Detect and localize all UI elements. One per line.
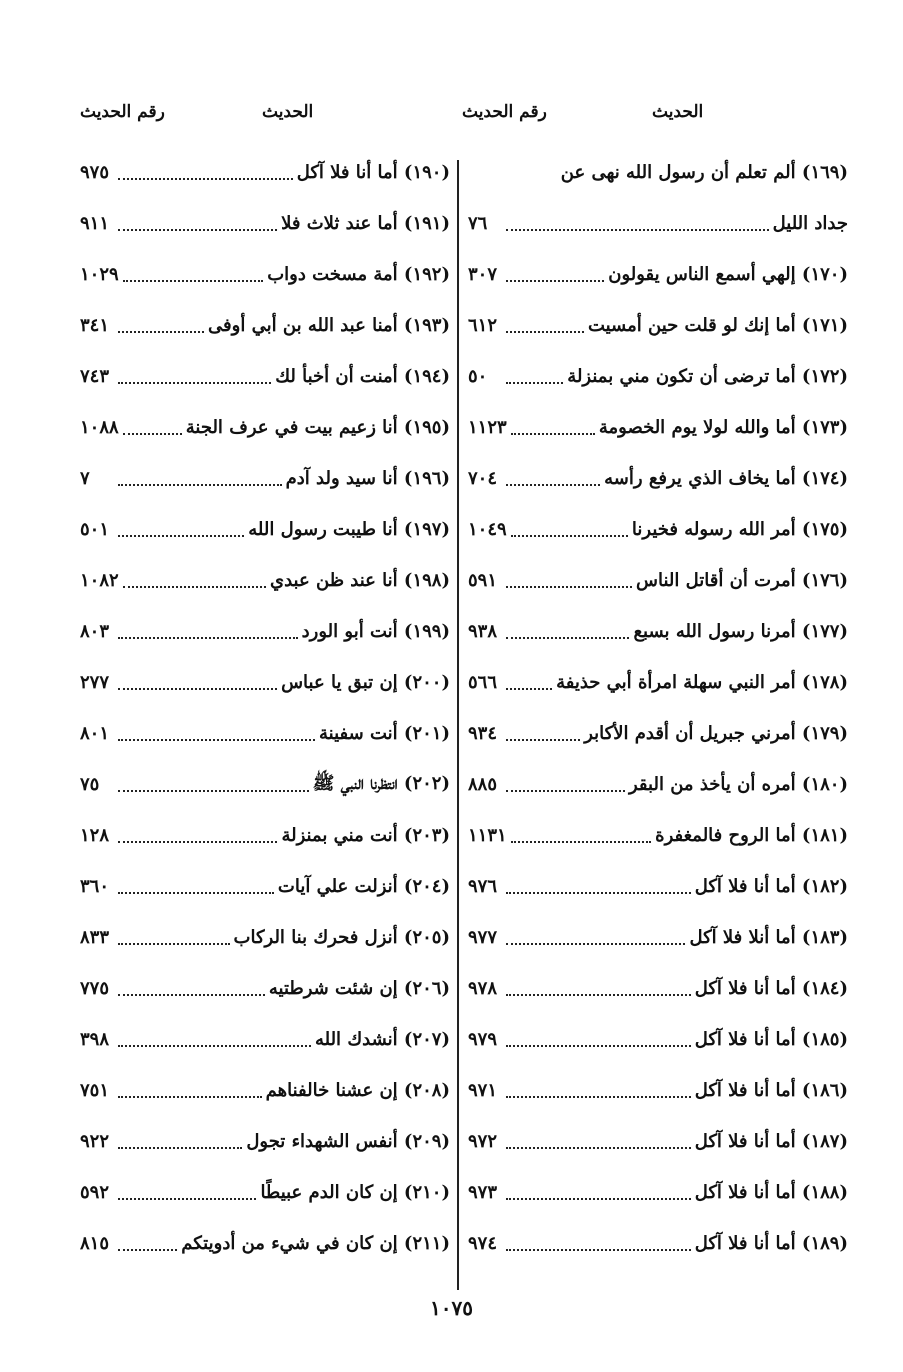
dot-leader [118, 790, 309, 792]
dot-leader [118, 229, 277, 231]
entry-text: (٢١٠) إن كان الدم عبيطًا [260, 1182, 450, 1203]
dot-leader [506, 586, 632, 588]
entry-text: (١٨٣) أما أنلا فلا آكل [689, 927, 848, 948]
entry-text: (١٧٤) أما يخاف الذي يرفع رأسه [604, 468, 848, 489]
index-entry [80, 504, 450, 555]
entry-text: (١٩٤) أمنت أن أخبأ لك [275, 366, 450, 387]
entry-number: ٥٦٦ [468, 672, 498, 693]
index-entry [80, 249, 450, 300]
index-entry [468, 963, 848, 1014]
entry-number: ١١٣١ [468, 825, 507, 846]
entry-text: (١٧٠) إلهي أسمع الناس يقولون [608, 264, 848, 285]
right-hadith-header: الحديث [652, 102, 704, 122]
entry-number: ٧ [80, 468, 90, 489]
entry-text: (١٩٨) أنا عند ظن عبدي [270, 570, 450, 591]
index-entry [80, 606, 450, 657]
entry-text: (١٨٢) أما أنا فلا آكل [694, 876, 848, 897]
index-entry [80, 1116, 450, 1167]
entry-text: (١٩٢) أمة مسخت دواب [267, 264, 450, 285]
index-entry [80, 708, 450, 759]
entry-number: ٩٧٦ [468, 876, 498, 897]
index-entry [80, 861, 450, 912]
dot-leader [118, 1198, 256, 1200]
entry-text: (١٧٧) أمرنا رسول الله بسبع [633, 621, 848, 642]
dot-leader [506, 1249, 691, 1251]
entry-number: ٩٢٢ [80, 1131, 110, 1152]
dot-leader [118, 841, 277, 843]
entry-text: (١٨٩) أما أنا فلا آكل [694, 1233, 848, 1254]
index-entry [80, 1218, 450, 1269]
entry-number: ٩٧٣ [468, 1182, 498, 1203]
index-entry [468, 555, 848, 606]
entry-text: (١٨١) أما الروح فالمغفرة [655, 825, 848, 846]
entry-number: ٥٠١ [80, 519, 110, 540]
dot-leader [118, 943, 230, 945]
entry-text: (١٧٩) أمرني جبريل أن أقدم الأكابر [584, 723, 848, 744]
entry-number: ٨١٥ [80, 1233, 110, 1254]
entry-text: (١٧٦) أمرت أن أقاتل الناس [636, 570, 848, 591]
entry-text: (١٨٨) أما أنا فلا آكل [694, 1182, 848, 1203]
index-entry [80, 555, 450, 606]
entry-number: ٨٨٥ [468, 774, 498, 795]
entry-text: (١٧٣) أما والله لولا يوم الخصومة [598, 417, 848, 438]
dot-leader [123, 586, 266, 588]
entry-number: ٧٧٥ [80, 978, 110, 999]
entry-text-line1: (١٦٩) ألم تعلم أن رسول الله نهى عن [560, 162, 848, 183]
entry-number: ٥٠ [468, 366, 488, 387]
entry-text: (٢٠٢) انتظرنا النبي ﷺ [312, 772, 450, 794]
dot-leader [506, 892, 691, 894]
dot-leader [118, 1096, 262, 1098]
entry-text: (٢٠٣) أنت مني بمنزلة [281, 825, 450, 846]
entry-number: ٧٠٤ [468, 468, 498, 489]
column-divider [457, 160, 459, 1290]
dot-leader [118, 1147, 242, 1149]
left-hadith-header: الحديث [262, 102, 314, 122]
index-entry [80, 1167, 450, 1218]
index-entry [468, 708, 848, 759]
entry-number: ٩١١ [80, 213, 110, 234]
entry-number: ٧٤٣ [80, 366, 110, 387]
index-entry [80, 657, 450, 708]
entry-number: ٥٩١ [468, 570, 498, 591]
dot-leader [506, 739, 580, 741]
entry-number: ٣٩٨ [80, 1029, 110, 1050]
entry-text: (١٩٩) أنت أبو الورد [301, 621, 450, 642]
entry-number: ٦١٢ [468, 315, 498, 336]
dot-leader [118, 994, 265, 996]
dot-leader [511, 841, 651, 843]
entry-number: ٨٠٣ [80, 621, 110, 642]
entry-number: ١١٢٣ [468, 417, 507, 438]
index-entry [468, 1167, 848, 1218]
entry-number: ٣٦٠ [80, 876, 110, 897]
dot-leader [506, 1198, 691, 1200]
entry-number: ٩٣٨ [468, 621, 498, 642]
entry-number: ٣٠٧ [468, 264, 498, 285]
dot-leader [118, 739, 315, 741]
entry-text: (١٨٤) أما أنا فلا آكل [694, 978, 848, 999]
dot-leader [506, 280, 604, 282]
entry-number: ١٠٢٩ [80, 264, 119, 285]
entry-text: (١٧٢) أما ترضى أن تكون مني بمنزلة [567, 366, 848, 387]
entry-number: ١٠٨٨ [80, 417, 119, 438]
right-column [468, 147, 848, 1269]
entry-text: (٢٠١) أنت سفينة [319, 723, 450, 744]
entry-text: (١٩٥) أنا زعيم بيت في عرف الجنة [185, 417, 450, 438]
entry-text: (١٩٧) أنا طيبت رسول الله [248, 519, 450, 540]
index-entry [80, 759, 450, 810]
dot-leader [511, 535, 628, 537]
index-entry [80, 402, 450, 453]
entry-number: ٧٥ [80, 774, 100, 795]
dot-leader [118, 637, 298, 639]
entry-number: ٨٣٣ [80, 927, 110, 948]
dot-leader [511, 433, 595, 435]
entry-number: ٩٣٤ [468, 723, 498, 744]
entry-number: ٩٧٧ [468, 927, 498, 948]
entry-number: ٧٥١ [80, 1080, 110, 1101]
entry-number: ٩٧٢ [468, 1131, 498, 1152]
entry-text: (٢٠٤) أنزلت علي آيات [277, 876, 450, 897]
entry-number: ٧٦ [468, 213, 488, 234]
entry-number: ٨٠١ [80, 723, 110, 744]
right-number-header: رقم الحديث [462, 102, 547, 122]
dot-leader [506, 637, 629, 639]
entry-number: ٩٧٨ [468, 978, 498, 999]
entry-number: ٩٧٩ [468, 1029, 498, 1050]
index-entry [468, 759, 848, 810]
dot-leader [506, 688, 552, 690]
index-entry [80, 810, 450, 861]
dot-leader [118, 331, 204, 333]
index-entry [80, 1014, 450, 1065]
entry-text: (٢٠٥) أنزل فحرك بنا الركاب [233, 927, 450, 948]
index-entry [80, 1065, 450, 1116]
entry-text: (١٧١) أما إنك لو قلت حين أمسيت [587, 315, 848, 336]
dot-leader [123, 433, 182, 435]
dot-leader [118, 178, 293, 180]
dot-leader [118, 1045, 311, 1047]
dot-leader [118, 1249, 177, 1251]
index-entry [468, 606, 848, 657]
entry-text: (١٨٥) أما أنا فلا آكل [694, 1029, 848, 1050]
left-number-header: رقم الحديث [80, 102, 165, 122]
entry-text: (٢١١) إن كان في شيء من أدويتكم [181, 1233, 450, 1254]
index-entry [80, 912, 450, 963]
index-entry [468, 504, 848, 555]
index-entry [80, 963, 450, 1014]
entry-text: (١٧٥) أمر الله رسوله فخيرنا [631, 519, 848, 540]
entry-text: (١٩٣) أمنا عبد الله بن أبي أوفى [208, 315, 450, 336]
entry-text: (٢٠٩) أنفس الشهداء تجول [246, 1131, 450, 1152]
entry-text: (١٩٦) أنا سيد ولد آدم [285, 468, 450, 489]
entry-text: (١٨٧) أما أنا فلا آكل [694, 1131, 848, 1152]
dot-leader [506, 790, 625, 792]
dot-leader [506, 1045, 691, 1047]
entry-number: ٩٧١ [468, 1080, 498, 1101]
dot-leader [506, 382, 563, 384]
index-entry [468, 810, 848, 861]
entry-text: (١٨٠) أمره أن يأخذ من البقر [629, 774, 848, 795]
dot-leader [506, 331, 584, 333]
index-entry [468, 351, 848, 402]
index-entry [468, 147, 848, 249]
dot-leader [506, 1096, 691, 1098]
index-entry [468, 300, 848, 351]
entry-text: (١٧٨) أمر النبي سهلة امرأة أبي حذيفة [556, 672, 848, 693]
dot-leader [118, 892, 274, 894]
entry-number: ٩٧٤ [468, 1233, 498, 1254]
entry-text: (١٨٦) أما أنا فلا آكل [694, 1080, 848, 1101]
entry-text: (١٩١) أما عند ثلاث فلا [281, 213, 450, 234]
index-entry [80, 147, 450, 198]
entry-text: جداد الليل [772, 213, 848, 234]
left-column [80, 147, 450, 1269]
index-entry [468, 249, 848, 300]
dot-leader [506, 943, 685, 945]
entry-number: ٥٩٢ [80, 1182, 110, 1203]
entry-text: (١٩٠) أما أنا فلا آكل [296, 162, 450, 183]
dot-leader [123, 280, 264, 282]
entry-text: (٢٠٨) إن عشنا خالفناهم [265, 1080, 450, 1101]
dot-leader [118, 688, 277, 690]
entry-text: (٢٠٧) أنشدك الله [314, 1029, 450, 1050]
entry-number: ٩٧٥ [80, 162, 110, 183]
page-number: ١٠٧٥ [430, 1296, 473, 1320]
index-entry [468, 657, 848, 708]
index-entry [80, 351, 450, 402]
entry-number: ١٠٨٢ [80, 570, 119, 591]
entry-number: ٢٧٧ [80, 672, 110, 693]
entry-number: ١٢٨ [80, 825, 110, 846]
dot-leader [506, 229, 769, 231]
dot-leader [118, 484, 282, 486]
dot-leader [506, 1147, 691, 1149]
index-entry [468, 402, 848, 453]
index-entry [468, 1218, 848, 1269]
dot-leader [506, 994, 691, 996]
index-entry [468, 453, 848, 504]
index-entry [468, 861, 848, 912]
index-entry [468, 1116, 848, 1167]
index-entry [80, 453, 450, 504]
index-entry [80, 300, 450, 351]
index-entry [80, 198, 450, 249]
dot-leader [506, 484, 600, 486]
index-entry [468, 1014, 848, 1065]
entry-text: (٢٠٠) إن تبق يا عباس [281, 672, 450, 693]
entry-number: ١٠٤٩ [468, 519, 507, 540]
dot-leader [118, 382, 271, 384]
index-entry [468, 1065, 848, 1116]
entry-number: ٣٤١ [80, 315, 110, 336]
entry-text: (٢٠٦) إن شئت شرطتيه [268, 978, 450, 999]
dot-leader [118, 535, 244, 537]
index-entry [468, 912, 848, 963]
